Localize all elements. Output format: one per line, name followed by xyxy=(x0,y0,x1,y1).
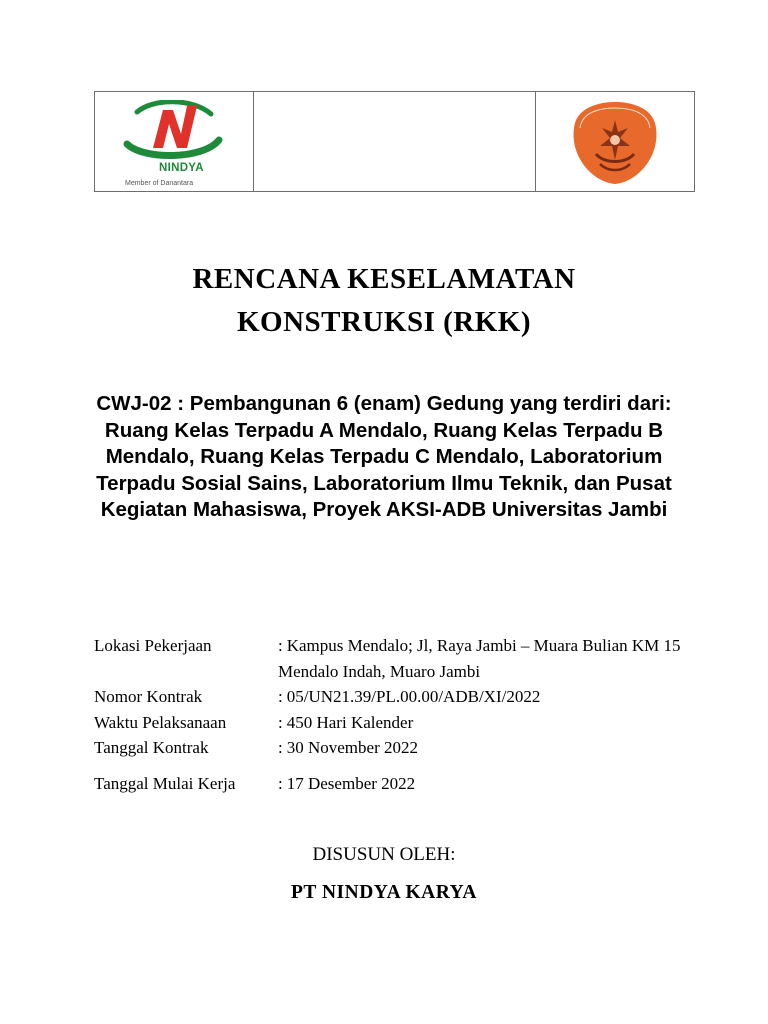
detail-value: 30 November 2022 xyxy=(286,738,418,757)
nindya-member-text: Member of Danantara xyxy=(125,180,194,187)
document-title-line1: RENCANA KESELAMATAN xyxy=(192,263,576,295)
nindya-logo-cell xyxy=(95,92,254,191)
detail-label: Tanggal Mulai Kerja xyxy=(94,773,236,793)
detail-label: Nomor Kontrak xyxy=(94,687,203,706)
nindya-logo-icon xyxy=(123,100,223,162)
detail-value-container xyxy=(278,735,714,761)
company-name: PT NINDYA KARYA xyxy=(291,882,477,903)
header-empty-cell xyxy=(254,92,536,191)
detail-row-duration xyxy=(94,710,714,736)
detail-value: 450 Hari Kalender xyxy=(286,712,414,732)
detail-value: Kampus Mendalo; Jl, Raya Jambi – Muara Bulian KM 15 Mendalo Indah, Muaro Jambi xyxy=(278,636,681,681)
unja-logo-cell xyxy=(536,92,694,191)
project-subtitle: CWJ-02 : Pembangunan 6 (enam) Gedung yang terdiri dari: Ruang Kelas Terpadu A Mendalo, Ruang Kelas Terpadu B Mendalo, Ruang Kelas Terpadu C Mendalo, Laboratorium Terpadu Sosial Sains, Laboratorium Ilmu Teknik, dan Pusat Kegiatan Mahasiswa, Proyek AKSI-ADB Universitas Jambi xyxy=(96,392,672,521)
project-details xyxy=(94,633,714,796)
detail-value-container xyxy=(278,633,714,684)
detail-separator: : xyxy=(278,687,283,706)
detail-row-start-date xyxy=(94,771,714,797)
document-title xyxy=(0,258,768,344)
detail-value-container xyxy=(278,710,714,736)
detail-row-location xyxy=(94,633,714,684)
document-title-line2: KONSTRUKSI (RKK) xyxy=(236,306,531,338)
detail-row-contract-number xyxy=(94,684,714,710)
detail-value: 05/UN21.39/PL.00.00/ADB/XI/2022 xyxy=(286,687,541,706)
prepared-by-label: DISUSUN OLEH: xyxy=(312,844,456,865)
header-logo-table xyxy=(94,91,695,192)
detail-label: Tanggal Kontrak xyxy=(94,738,209,757)
detail-value-container xyxy=(278,771,714,797)
detail-separator: : xyxy=(278,712,283,732)
detail-value: 17 Desember 2022 xyxy=(286,773,416,793)
detail-separator: : xyxy=(278,636,283,655)
detail-separator: : xyxy=(278,773,283,793)
detail-label: Lokasi Pekerjaan xyxy=(94,636,212,655)
detail-value-container xyxy=(278,684,714,710)
detail-separator: : xyxy=(278,738,283,757)
detail-label: Waktu Pelaksanaan xyxy=(94,712,227,732)
nindya-logo-name: NINDYA xyxy=(159,162,204,174)
universitas-jambi-seal-icon xyxy=(568,98,662,188)
detail-row-contract-date xyxy=(94,735,714,761)
